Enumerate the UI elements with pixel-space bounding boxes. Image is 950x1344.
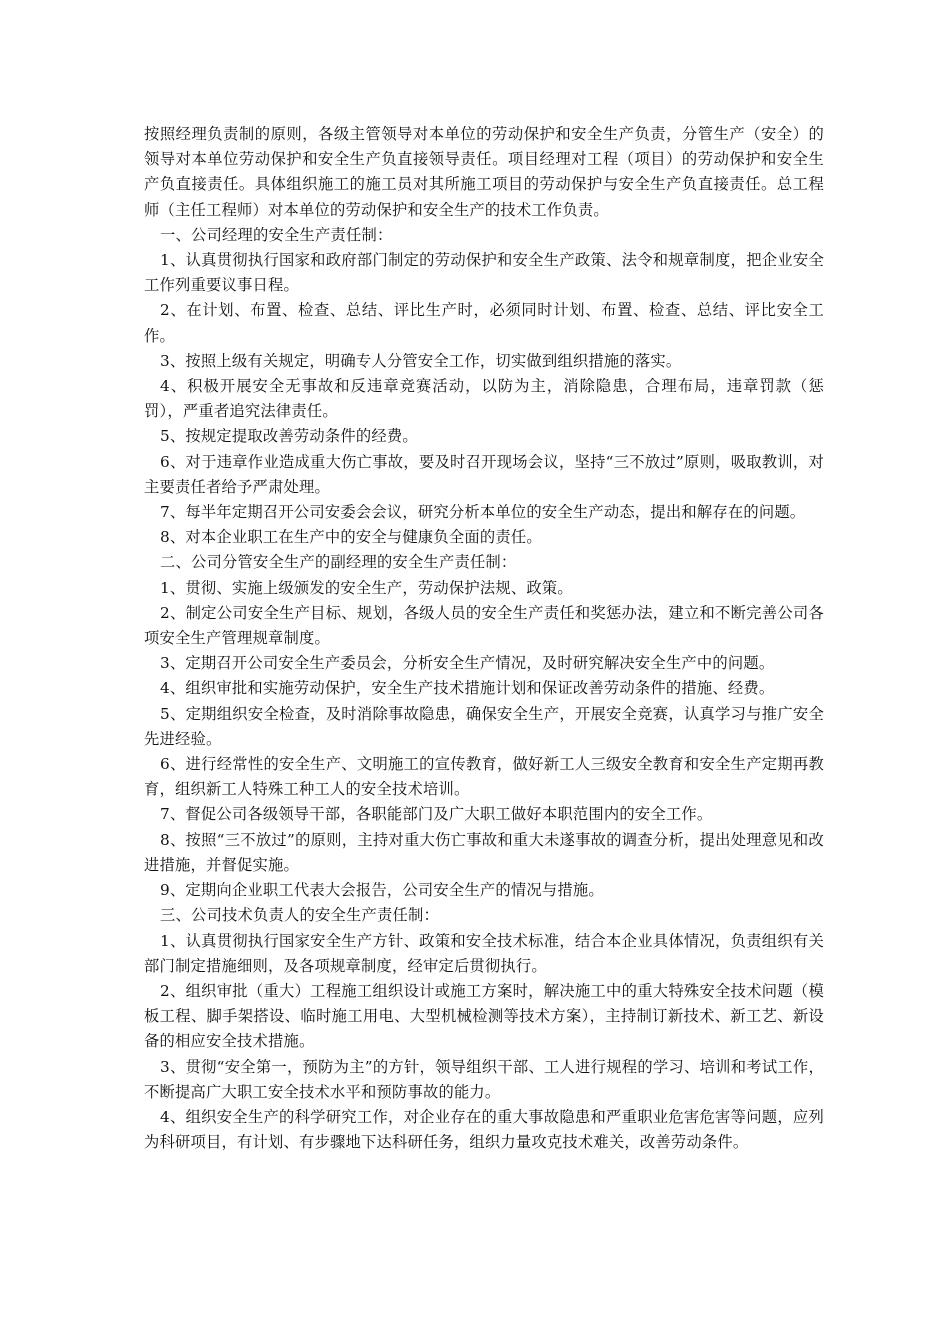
paragraph: 5、按规定提取改善劳动条件的经费。 xyxy=(160,427,418,446)
paragraph: 3、定期召开公司安全生产委员会，分析安全生产情况，及时研究解决安全生产中的问题。 xyxy=(160,654,775,673)
paragraph: 1、贯彻、实施上级颁发的安全生产，劳动保护法规、政策。 xyxy=(160,578,573,597)
section-heading-3: 三、公司技术负责人的安全生产责任制： xyxy=(160,906,439,925)
paragraph: 9、定期向企业职工代表大会报告，公司安全生产的情况与措施。 xyxy=(160,881,604,900)
section-heading-1: 一、公司经理的安全生产责任制： xyxy=(160,225,393,244)
paragraph: 6、对于违章作业造成重大伤亡事故，要及时召开现场会议，坚持“三不放过”原则，吸取教训，对主要责任者给予严肃处理。 xyxy=(144,452,824,496)
paragraph: 2、在计划、布置、检查、总结、评比生产时，必须同时计划、布置、检查、总结、评比安全工作。 xyxy=(144,301,824,345)
paragraph: 4、积极开展安全无事故和反违章竞赛活动，以防为主，消除隐患，合理布局，违章罚款（惩罚），严重者追究法律责任。 xyxy=(144,377,824,421)
paragraph: 7、每半年定期召开公司安委会会议，研究分析本单位的安全生产动态，提出和解存在的问题。 xyxy=(160,503,806,522)
document-body xyxy=(144,122,824,1155)
paragraph: 1、认真贯彻执行国家和政府部门制定的劳动保护和安全生产政策、法令和规章制度，把企业安全工作列重要议事日程。 xyxy=(144,251,824,295)
paragraph: 2、制定公司安全生产目标、规划，各级人员的安全生产责任和奖惩办法，建立和不断完善公司各项安全生产管理规章制度。 xyxy=(144,603,824,648)
section-heading-2: 二、公司分管安全生产的副经理的安全生产责任制： xyxy=(160,553,517,572)
paragraph: 6、进行经常性的安全生产、文明施工的宣传教育，做好新工人三级安全教育和安全生产定期再教育，组织新工人特殊工种工人的安全技术培训。 xyxy=(144,755,824,799)
paragraph: 5、定期组织安全检查，及时消除事故隐患，确保安全生产，开展安全竞赛，认真学习与推广安全先进经验。 xyxy=(144,704,824,748)
paragraph-intro: 按照经理负责制的原则，各级主管领导对本单位的劳动保护和安全生产负责，分管生产（安全）的领导对本单位劳动保护和安全生产负直接领导责任。项目经理对工程（项目）的劳动保护和安全生产负直接责任。具体组织施工的施工员对其所施工项目的劳动保护与安全生产负直接责任。总工程师（主任工程师）对本单位的劳动保护和安全生产的技术工作负责。 xyxy=(144,125,824,219)
paragraph: 4、组织安全生产的科学研究工作，对企业存在的重大事故隐患和严重职业危害危害等问题，应列为科研项目，有计划、有步骤地下达科研任务，组织力量攻克技术难关，改善劳动条件。 xyxy=(144,1107,824,1152)
paragraph: 3、按照上级有关规定，明确专人分管安全工作，切实做到组织措施的落实。 xyxy=(160,351,682,370)
paragraph: 7、督促公司各级领导干部，各职能部门及广大职工做好本职范围内的安全工作。 xyxy=(160,805,713,824)
paragraph: 3、贯彻“安全第一，预防为主”的方针，领导组织干部、工人进行规程的学习、培训和考试工作，不断提高广大职工安全技术水平和预防事故的能力。 xyxy=(144,1057,824,1101)
paragraph: 8、按照“三不放过”的原则，主持对重大伤亡事故和重大未遂事故的调查分析，提出处理意见和改进措施，并督促实施。 xyxy=(144,830,824,874)
paragraph: 8、对本企业职工在生产中的安全与健康负全面的责任。 xyxy=(160,528,542,547)
paragraph: 2、组织审批（重大）工程施工组织设计或施工方案时，解决施工中的重大特殊安全技术问题（模板工程、脚手架搭设、临时施工用电、大型机械检测等技术方案），主持制订新技术、新工艺、新设备的相应安全技术措施。 xyxy=(144,981,824,1051)
paragraph: 1、认真贯彻执行国家安全生产方针、政策和安全技术标准，结合本企业具体情况，负责组织有关部门制定措施细则，及各项规章制度，经审定后贯彻执行。 xyxy=(144,931,824,975)
paragraph: 4、组织审批和实施劳动保护，安全生产技术措施计划和保证改善劳动条件的措施、经费。 xyxy=(160,679,775,698)
